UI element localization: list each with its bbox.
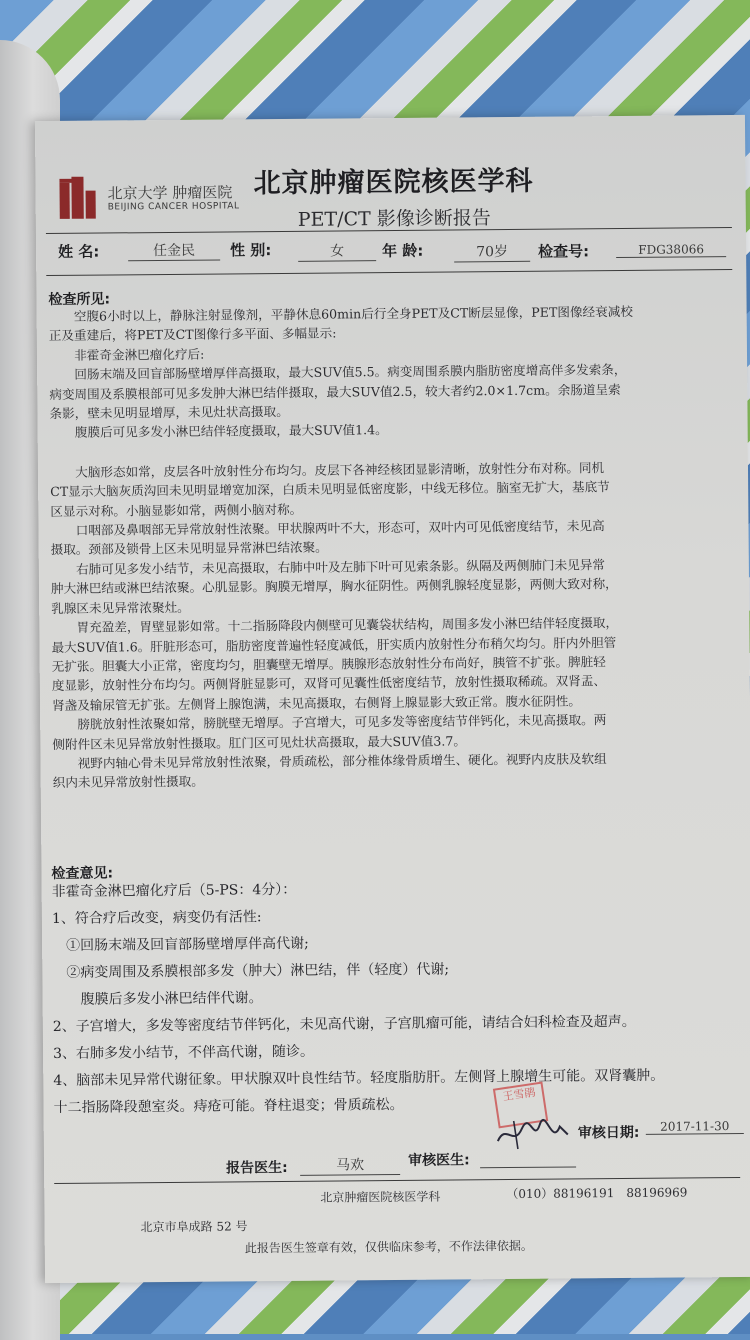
opinion-body (52, 873, 744, 1122)
findings-line: CT显示大脑灰质沟回未见明显增宽加深，白质未见明显低密度影，中线无移位。脑室无扩大，基底节 (50, 479, 610, 500)
reviewer-line (480, 1166, 576, 1168)
hospital-logo-icon (57, 173, 103, 221)
opinion-heading: 检查意见: (51, 865, 114, 883)
findings-line: 度显影，放射性分布均匀。两侧肾脏显影可，双肾可见囊性低密度结节，放射性摄取稀疏。双肾盂、 (51, 673, 607, 694)
opinion-line: 4、脑部未见异常代谢征象。甲状腺双叶良性结节。轻度脂肪肝。左侧肾上腺增生可能。双肾囊肿。 (53, 1067, 665, 1089)
findings-line: 回肠末端及回盲部肠壁增厚伴高摄取，最大SUV值5.5。病变周围系膜内脂肪密度增高伴多发索条， (49, 362, 627, 383)
opinion-line: ②病变周围及系膜根部多发（肿大）淋巴结，伴（轻度）代谢; (52, 961, 450, 982)
report-doctor: 马欢 (300, 1154, 400, 1176)
sex-label: 性 别: (230, 241, 272, 260)
findings-line: 最大SUV值1.6。肝脏形态可，脂肪密度普遍性轻度减低，肝实质内放射性分布稍欠均匀。肝内外胆管 (51, 634, 617, 655)
report-paper (35, 115, 750, 1283)
reviewer-label: 审核医生: (407, 1152, 470, 1169)
opinion-line: 十二指肠降段憩室炎。痔疮可能。脊柱退变；骨质疏松。 (53, 1096, 404, 1116)
findings-line: 视野内轴心骨未见异常放射性浓聚，骨质疏松，部分椎体缘骨质增生、硬化。视野内皮肤及软组 (52, 751, 607, 771)
exam-no-label: 检查号: (538, 242, 590, 261)
footer-disclaimer: 此报告医生签章有效，仅供临床参考，不作法律依据。 (244, 1238, 533, 1256)
opinion-line: 2、子宫增大，多发等密度结节伴钙化，未见高代谢，子宫肌瘤可能，请结合妇科检查及超声。 (52, 1013, 636, 1035)
patient-name: 任金民 (128, 240, 220, 262)
findings-line: 病变周围及系膜根部可见多发肿大淋巴结伴摄取，最大SUV值2.5，较大者约2.0×1.7cm。余肠道呈索 (49, 381, 621, 402)
opinion-line: ①回肠末端及回盲部肠壁增厚伴高代谢; (52, 935, 309, 955)
findings-line: 肿大淋巴结或淋巴结浓聚。心肌显影。胸膜无增厚，胸水征阴性。两侧乳腺轻度显影，两侧大致对称， (50, 576, 618, 597)
opinion-line: 非霍奇金淋巴瘤化疗后（5-PS：4分）： (51, 881, 297, 901)
patient-age: 70岁 (454, 241, 530, 263)
age-label: 年 龄: (382, 241, 424, 261)
findings-line: 空腹6小时以上，静脉注射显像剂，平静休息60min后行全身PET及CT断层显像，PET图像经衰减校 (48, 303, 633, 325)
exam-number: FDG38066 (616, 242, 726, 258)
findings-line: 摄取。颈部及锁骨上区未见明显异常淋巴结浓聚。 (50, 540, 328, 558)
findings-line: 胃充盈差，胃壁显影如常。十二指肠降段内侧壁可见囊袋状结构，周围多发小淋巴结伴轻度摄取， (51, 615, 619, 636)
findings-line: 织内未见异常放射性摄取。 (52, 774, 204, 791)
footer-phone: （010）88196191 88196969 (506, 1185, 688, 1202)
logo-chinese-name: 北京大学 肿瘤医院 (107, 183, 233, 203)
opinion-line: 1、符合疗后改变，病变仍有活性: (51, 909, 262, 928)
findings-body (49, 301, 741, 793)
report-doctor-label: 报告医生: (226, 1159, 288, 1177)
patient-divider (46, 269, 732, 276)
findings-line: 非霍奇金淋巴瘤化疗后: (48, 346, 205, 363)
findings-line: 无扩张。胆囊大小正常，密度均匀，胆囊壁无增厚。胰腺形态放射性分布尚好，胰管不扩张。脾脏轻 (51, 654, 606, 674)
findings-line: 肾盏及输尿管无扩张。左侧肾上腺饱满，未见高摄取，右侧肾上腺显影大致正常。腹水征阴性。 (51, 693, 582, 713)
name-label: 姓 名: (58, 242, 100, 261)
report-title: 北京肿瘤医院核医学科 (253, 165, 534, 200)
findings-line: 腹膜后可见多发小淋巴结伴轻度摄取，最大SUV值1.4。 (49, 422, 388, 441)
findings-line: 条影，壁未见明显增厚，未见灶状高摄取。 (49, 403, 289, 422)
logo-english-name: BEIJING CANCER HOSPITAL (107, 201, 240, 213)
findings-line: 口咽部及鼻咽部无异常放射性浓聚。甲状腺两叶不大，形态可，双叶内可见低密度结节，未见高 (50, 518, 605, 539)
opinion-line: 3、右肺多发小结节，不伴高代谢，随诊。 (53, 1043, 315, 1062)
findings-line: 侧附件区未见异常放射性摄取。肛门区可见灶状高摄取，最大SUV值3.7。 (52, 732, 467, 752)
patient-sex: 女 (298, 240, 376, 262)
findings-line: 区显示对称。小脑显影如常，两侧小脑对称。 (50, 501, 303, 519)
doctor-stamp: 王雪鹃 (493, 1081, 548, 1128)
findings-line: 大脑形态如常，皮层各叶放射性分布均匀。皮层下各神经核团显影清晰，放射性分布对称。同机 (49, 460, 605, 480)
opinion-line: 腹膜后多发小淋巴结伴代谢。 (52, 990, 263, 1008)
findings-line: 正及重建后，将PET及CT图像行多平面、多幅显示: (48, 325, 337, 344)
findings-line: 乳腺区未见异常浓聚灶。 (51, 599, 190, 616)
report-subtitle: PET/CT 影像诊断报告 (297, 207, 491, 231)
footer-address: 北京市阜成路 52 号 (140, 1219, 248, 1235)
handwritten-signature-icon (494, 1112, 574, 1153)
review-date-label: 审核日期: (577, 1124, 640, 1142)
findings-line: 膀胱放射性浓聚如常，膀胱壁无增厚。子宫增大，可见多发等密度结节伴钙化，未见高摄取。两 (52, 712, 607, 733)
findings-heading: 检查所见: (48, 291, 111, 309)
footer-dept: 北京肿瘤医院核医学科 (320, 1189, 441, 1205)
review-date: 2017-11-30 (646, 1119, 744, 1135)
findings-line: 右肺可见多发小结节，未见高摄取，右肺中叶及左肺下叶可见索条影。纵隔及两侧肺门未见异常 (50, 557, 606, 577)
